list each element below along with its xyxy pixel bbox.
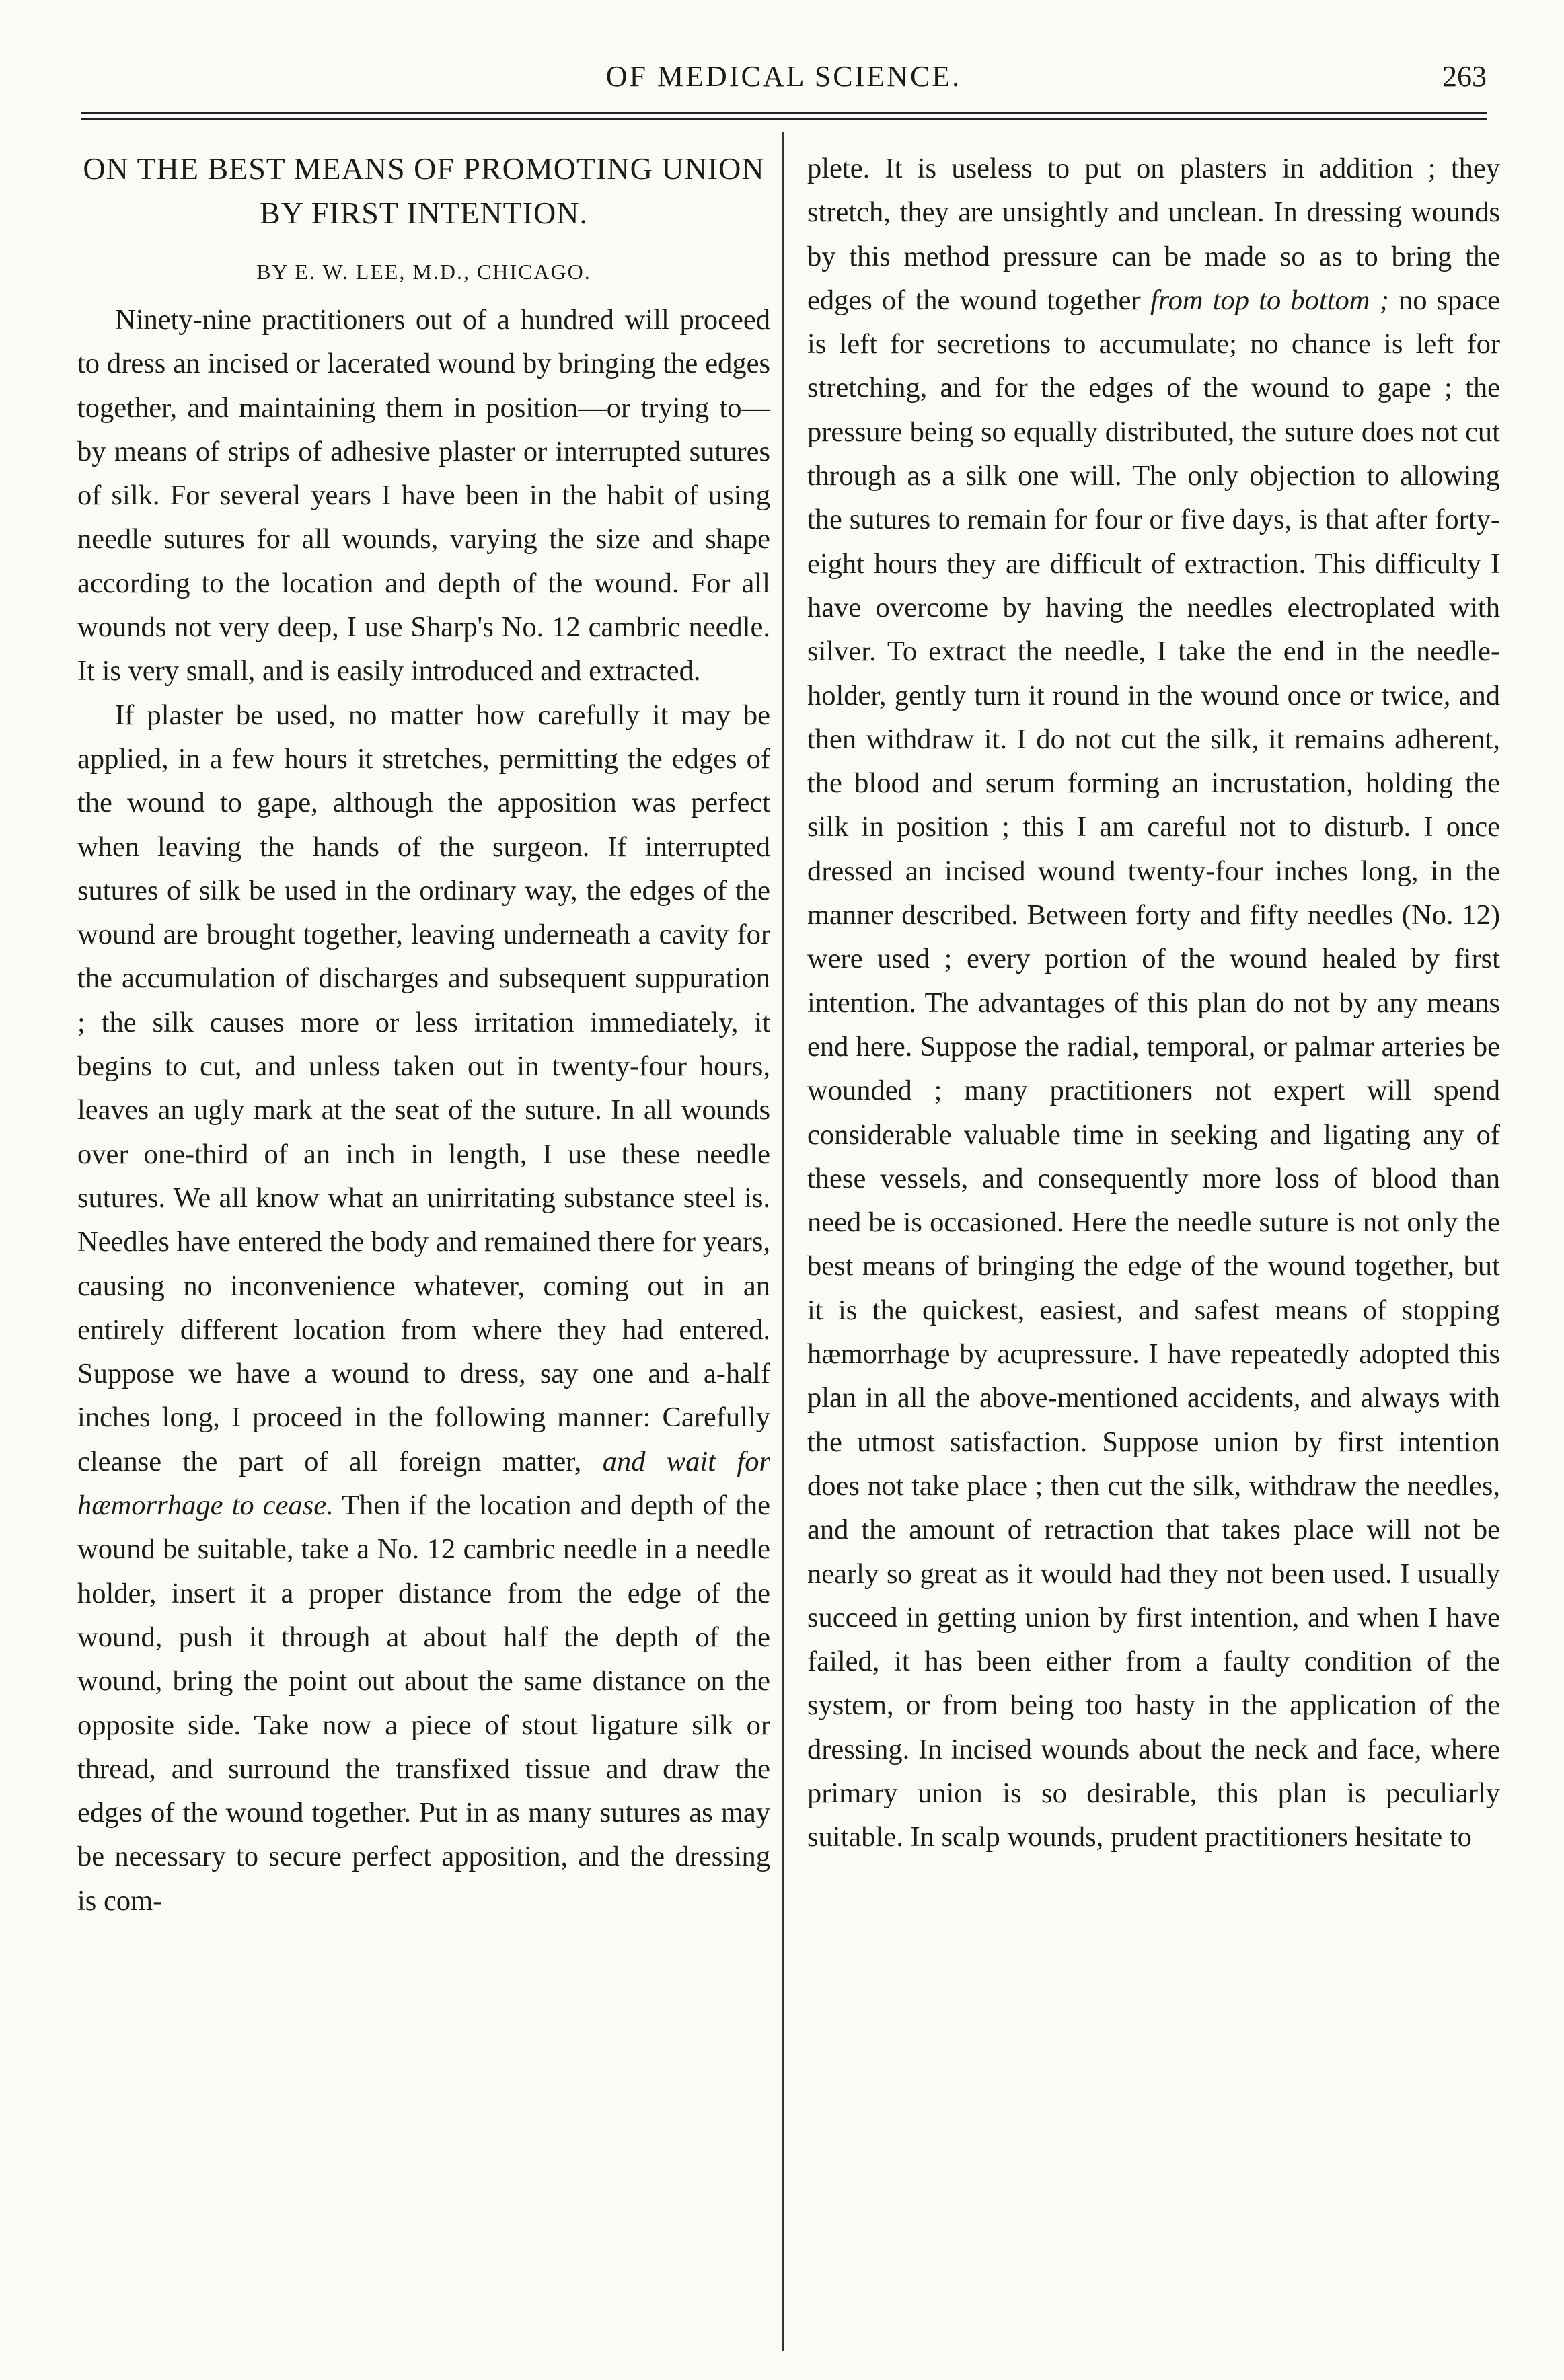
right-column (807, 147, 1500, 1859)
article-title: ON THE BEST MEANS OF PROMOTING UNION BY FIRST INTENTION. (83, 151, 765, 230)
paragraph-3-italic: from top to bottom ; (1150, 284, 1389, 316)
left-column (77, 147, 770, 1923)
paragraph-2 (77, 693, 770, 1923)
paragraph-1: Ninety-nine practitioners out of a hundred will proceed to dress an incised or lacerated wound by bringing the edges together, and maintaining them in position—or trying to—by means of strips of adhesive plaster or interrupted sutures of silk. For several years I have been in the habit of using needle sutures for all wounds, varying the size and shape according to the location and depth of the wound. For all wounds not very deep, I use Sharp's No. 12 cambric needle. It is very small, and is easily introduced and extracted. (77, 304, 770, 687)
paragraph-2-text-b: Then if the location and depth of the wound be suitable, take a No. 12 cambric needle in a needle holder, insert it a proper distance from the edge of the wound, push it through at about half the depth of the wound, bring the point out about the same distance on the opposite side. Take now a piece of stout ligature silk or thread, and surround the transfixed tissue and draw the edges of the wound together. Put in as many sutures as may be necessary to secure perfect apposition, and the dressing is com- (77, 1490, 771, 1917)
header-rule-thick (81, 112, 1487, 114)
paragraph-3 (807, 147, 1500, 1859)
paragraph-3-text-b: no space is left for secretions to accumulate; no chance is left for stretching, and for the edges of the wound to gape ; the pressure being so equally distributed, the suture does not cut through as a silk one will. The only objection to allowing the sutures to remain for four or five days, is that after forty-eight hours they are difficult of extraction. This difficulty I have overcome by having the needles electroplated with silver. To extract the needle, I take the end in the needle-holder, gently turn it round in the wound once or twice, and then withdraw it. I do not cut the silk, it remains adherent, the blood and serum forming an incrustation, holding the silk in position ; this I am careful not to disturb. I once dressed an incised wound twenty-four inches long, in the manner described. Between forty and fifty needles (No. 12) were used ; every portion of the wound healed by first intention. The advantages of this plan do not by any means end here. Suppose the radial, temporal, or palmar arteries be wounded ; many practitioners not expert will spend considerable valuable time in seeking and ligating any of these vessels, and consequently more loss of blood than need be is occasioned. Here the needle suture is not only the best means of bringing the edge of the wound together, but it is the quickest, easiest, and safest means of stopping hæmorrhage by acupressure. I have repeatedly adopted this plan in all the above-mentioned accidents, and always with the utmost satisfaction. Suppose union by first intention does not take place ; then cut the silk, withdraw the needles, and the amount of retraction that takes place will not be nearly so great as it would had they not been used. I usually succeed in getting union by first intention, and when I have failed, it has been either from a faulty condition of the system, or from being too hasty in the application of the dressing. In incised wounds about the neck and face, where primary union is so desirable, this plan is peculiarly suitable. In scalp wounds, prudent practitioners hesitate to (807, 284, 1501, 1853)
page-number: 263 (1442, 60, 1487, 93)
page-header (81, 59, 1487, 106)
running-head: OF MEDICAL SCIENCE. (605, 60, 962, 93)
paragraph-2-text-a: If plaster be used, no matter how carefully it may be applied, in a few hours it stretches, permitting the edges of the wound to gape, although the apposition was perfect when leaving the hands of the surgeon. If interrupted sutures of silk be used in the ordinary way, the edges of the wound are brought together, leaving underneath a cavity for the accumulation of discharges and subsequent suppuration ; the silk causes more or less irritation immediately, it begins to cut, and unless taken out in twenty-four hours, leaves an ugly mark at the seat of the suture. In all wounds over one-third of an inch in length, I use these needle sutures. We all know what an unirritating substance steel is. Needles have entered the body and remained there for years, causing no inconvenience whatever, coming out in an entirely different location from where they had entered. Suppose we have a wound to dress, say one and a-half inches long, I proceed in the following manner: Carefully cleanse the part of all foreign matter, (77, 699, 770, 1477)
paragraph-3-text-a: plete. It is useless to put on plasters in addition ; they stretch, they are unsightly and unclean. In dressing wounds by this method pressure can be made so as to bring the edges of the wound together (807, 153, 1500, 316)
header-rule-thin (81, 118, 1487, 120)
paragraph-2-italic: and wait for hæmorrhage to cease. (77, 1445, 771, 1522)
column-divider (782, 132, 784, 2351)
article-byline: BY E. W. LEE, M.D., CHICAGO. (256, 260, 591, 284)
